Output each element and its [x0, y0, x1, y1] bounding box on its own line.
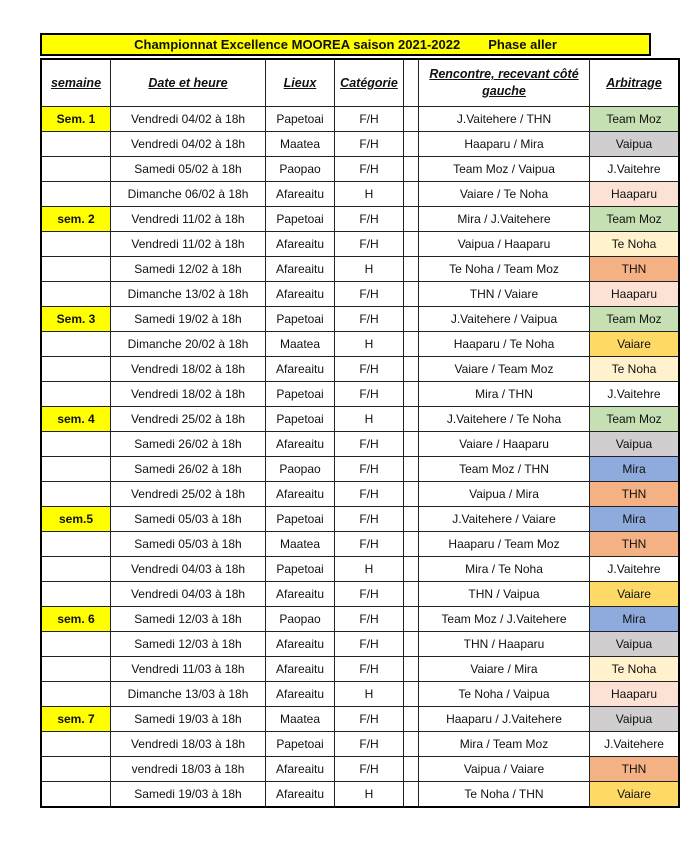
referee-cell: Te Noha: [590, 657, 680, 682]
week-cell: [41, 157, 111, 182]
category-cell: F/H: [335, 207, 404, 232]
venue-cell: Maatea: [266, 332, 335, 357]
header-row: [41, 59, 679, 107]
referee-cell: Mira: [590, 507, 680, 532]
date-cell: Vendredi 11/02 à 18h: [111, 207, 266, 232]
match-cell: Vaipua / Vaiare: [419, 757, 590, 782]
category-cell: F/H: [335, 132, 404, 157]
spacer-cell: [404, 157, 419, 182]
match-cell: J.Vaitehere / THN: [419, 107, 590, 132]
date-cell: Dimanche 13/03 à 18h: [111, 682, 266, 707]
spacer-cell: [404, 407, 419, 432]
date-cell: Vendredi 04/02 à 18h: [111, 107, 266, 132]
table-row: [41, 657, 679, 682]
referee-cell: Mira: [590, 607, 680, 632]
referee-cell: Team Moz: [590, 407, 680, 432]
venue-cell: Maatea: [266, 532, 335, 557]
venue-cell: Papetoai: [266, 307, 335, 332]
venue-cell: Afareaitu: [266, 482, 335, 507]
spacer-cell: [404, 182, 419, 207]
referee-cell: Mira: [590, 457, 680, 482]
referee-cell: THN: [590, 257, 680, 282]
week-cell: [41, 682, 111, 707]
referee-cell: Te Noha: [590, 357, 680, 382]
referee-cell: Haaparu: [590, 182, 680, 207]
date-cell: Samedi 26/02 à 18h: [111, 432, 266, 457]
week-cell: [41, 132, 111, 157]
venue-cell: Afareaitu: [266, 432, 335, 457]
venue-cell: Papetoai: [266, 407, 335, 432]
date-cell: Vendredi 11/02 à 18h: [111, 232, 266, 257]
match-cell: Mira / THN: [419, 382, 590, 407]
week-cell: [41, 332, 111, 357]
venue-cell: Papetoai: [266, 107, 335, 132]
spacer-cell: [404, 357, 419, 382]
header-semaine: semaine: [41, 59, 111, 107]
spacer-cell: [404, 107, 419, 132]
date-cell: Samedi 19/03 à 18h: [111, 782, 266, 808]
venue-cell: Papetoai: [266, 507, 335, 532]
match-cell: Vaiare / Team Moz: [419, 357, 590, 382]
header-spacer: [404, 59, 419, 107]
date-cell: Vendredi 18/02 à 18h: [111, 382, 266, 407]
spacer-cell: [404, 457, 419, 482]
category-cell: F/H: [335, 432, 404, 457]
category-cell: F/H: [335, 532, 404, 557]
category-cell: F/H: [335, 632, 404, 657]
referee-cell: J.Vaitehre: [590, 157, 680, 182]
table-row: [41, 282, 679, 307]
week-cell: [41, 257, 111, 282]
venue-cell: Afareaitu: [266, 582, 335, 607]
category-cell: F/H: [335, 157, 404, 182]
table-row: [41, 357, 679, 382]
spacer-cell: [404, 557, 419, 582]
match-cell: J.Vaitehere / Te Noha: [419, 407, 590, 432]
date-cell: Samedi 12/02 à 18h: [111, 257, 266, 282]
spacer-cell: [404, 257, 419, 282]
week-cell: [41, 357, 111, 382]
referee-cell: Vaipua: [590, 632, 680, 657]
category-cell: F/H: [335, 582, 404, 607]
table-row: [41, 532, 679, 557]
spacer-cell: [404, 332, 419, 357]
week-cell: [41, 282, 111, 307]
table-row: [41, 132, 679, 157]
spacer-cell: [404, 132, 419, 157]
referee-cell: THN: [590, 532, 680, 557]
schedule-table: [40, 58, 680, 808]
date-cell: Vendredi 04/02 à 18h: [111, 132, 266, 157]
week-cell: Sem. 1: [41, 107, 111, 132]
referee-cell: Haaparu: [590, 282, 680, 307]
spacer-cell: [404, 657, 419, 682]
match-cell: Vaipua / Mira: [419, 482, 590, 507]
week-cell: [41, 757, 111, 782]
category-cell: F/H: [335, 357, 404, 382]
venue-cell: Afareaitu: [266, 782, 335, 808]
category-cell: H: [335, 682, 404, 707]
match-cell: Haaparu / J.Vaitehere: [419, 707, 590, 732]
table-row: [41, 432, 679, 457]
week-cell: [41, 532, 111, 557]
referee-cell: THN: [590, 757, 680, 782]
match-cell: Vaiare / Te Noha: [419, 182, 590, 207]
header-categorie: Catégorie: [335, 59, 404, 107]
week-cell: [41, 632, 111, 657]
date-cell: Vendredi 25/02 à 18h: [111, 407, 266, 432]
date-cell: Vendredi 04/03 à 18h: [111, 557, 266, 582]
match-cell: Mira / Te Noha: [419, 557, 590, 582]
category-cell: F/H: [335, 382, 404, 407]
category-cell: F/H: [335, 757, 404, 782]
spacer-cell: [404, 782, 419, 808]
venue-cell: Paopao: [266, 607, 335, 632]
header-rencontre: Rencontre, recevant côté gauche: [419, 59, 590, 107]
category-cell: H: [335, 182, 404, 207]
venue-cell: Maatea: [266, 707, 335, 732]
table-row: [41, 607, 679, 632]
table-row: [41, 482, 679, 507]
table-row: [41, 457, 679, 482]
date-cell: Samedi 19/03 à 18h: [111, 707, 266, 732]
match-cell: Mira / J.Vaitehere: [419, 207, 590, 232]
category-cell: H: [335, 257, 404, 282]
category-cell: F/H: [335, 457, 404, 482]
table-row: [41, 257, 679, 282]
date-cell: Dimanche 20/02 à 18h: [111, 332, 266, 357]
table-row: [41, 557, 679, 582]
week-cell: Sem. 3: [41, 307, 111, 332]
category-cell: H: [335, 332, 404, 357]
spacer-cell: [404, 382, 419, 407]
match-cell: THN / Vaipua: [419, 582, 590, 607]
venue-cell: Papetoai: [266, 557, 335, 582]
date-cell: Vendredi 25/02 à 18h: [111, 482, 266, 507]
category-cell: F/H: [335, 507, 404, 532]
table-row: [41, 182, 679, 207]
spacer-cell: [404, 282, 419, 307]
table-row: [41, 707, 679, 732]
date-cell: Dimanche 13/02 à 18h: [111, 282, 266, 307]
venue-cell: Papetoai: [266, 382, 335, 407]
week-cell: [41, 582, 111, 607]
venue-cell: Afareaitu: [266, 232, 335, 257]
referee-cell: Team Moz: [590, 207, 680, 232]
match-cell: Team Moz / Vaipua: [419, 157, 590, 182]
spacer-cell: [404, 207, 419, 232]
title-bar: [40, 33, 651, 56]
date-cell: Vendredi 04/03 à 18h: [111, 582, 266, 607]
match-cell: Te Noha / THN: [419, 782, 590, 808]
week-cell: sem. 2: [41, 207, 111, 232]
spacer-cell: [404, 682, 419, 707]
week-cell: [41, 232, 111, 257]
schedule-body: [41, 107, 679, 808]
spacer-cell: [404, 232, 419, 257]
category-cell: F/H: [335, 107, 404, 132]
category-cell: F/H: [335, 232, 404, 257]
table-row: [41, 207, 679, 232]
match-cell: Vaiare / Mira: [419, 657, 590, 682]
week-cell: [41, 482, 111, 507]
week-cell: [41, 457, 111, 482]
date-cell: Samedi 12/03 à 18h: [111, 607, 266, 632]
match-cell: Team Moz / J.Vaitehere: [419, 607, 590, 632]
match-cell: Haaparu / Te Noha: [419, 332, 590, 357]
week-cell: sem.5: [41, 507, 111, 532]
match-cell: J.Vaitehere / Vaipua: [419, 307, 590, 332]
venue-cell: Afareaitu: [266, 257, 335, 282]
category-cell: F/H: [335, 307, 404, 332]
venue-cell: Afareaitu: [266, 632, 335, 657]
referee-cell: Team Moz: [590, 307, 680, 332]
referee-cell: Vaipua: [590, 132, 680, 157]
date-cell: Samedi 19/02 à 18h: [111, 307, 266, 332]
match-cell: THN / Vaiare: [419, 282, 590, 307]
spacer-cell: [404, 707, 419, 732]
match-cell: Te Noha / Vaipua: [419, 682, 590, 707]
championship-title: Championnat Excellence MOOREA saison 2021-2022: [134, 37, 461, 52]
spacer-cell: [404, 632, 419, 657]
week-cell: [41, 657, 111, 682]
match-cell: Haaparu / Mira: [419, 132, 590, 157]
week-cell: sem. 4: [41, 407, 111, 432]
match-cell: Team Moz / THN: [419, 457, 590, 482]
header-arbitrage: Arbitrage: [590, 59, 680, 107]
date-cell: Vendredi 18/03 à 18h: [111, 732, 266, 757]
match-cell: J.Vaitehere / Vaiare: [419, 507, 590, 532]
header-date: Date et heure: [111, 59, 266, 107]
referee-cell: J.Vaitehre: [590, 382, 680, 407]
table-row: [41, 682, 679, 707]
referee-cell: THN: [590, 482, 680, 507]
week-cell: [41, 432, 111, 457]
match-cell: Mira / Team Moz: [419, 732, 590, 757]
spacer-cell: [404, 432, 419, 457]
table-row: [41, 157, 679, 182]
spacer-cell: [404, 757, 419, 782]
referee-cell: Vaiare: [590, 782, 680, 808]
header-lieux: Lieux: [266, 59, 335, 107]
table-row: [41, 507, 679, 532]
referee-cell: Vaipua: [590, 707, 680, 732]
referee-cell: Haaparu: [590, 682, 680, 707]
week-cell: [41, 382, 111, 407]
match-cell: Te Noha / Team Moz: [419, 257, 590, 282]
category-cell: F/H: [335, 732, 404, 757]
referee-cell: J.Vaitehere: [590, 732, 680, 757]
match-cell: Vaiare / Haaparu: [419, 432, 590, 457]
category-cell: F/H: [335, 282, 404, 307]
venue-cell: Paopao: [266, 457, 335, 482]
table-row: [41, 332, 679, 357]
referee-cell: Te Noha: [590, 232, 680, 257]
venue-cell: Maatea: [266, 132, 335, 157]
category-cell: F/H: [335, 657, 404, 682]
date-cell: Samedi 05/03 à 18h: [111, 532, 266, 557]
week-cell: [41, 732, 111, 757]
category-cell: H: [335, 407, 404, 432]
week-cell: sem. 6: [41, 607, 111, 632]
date-cell: Vendredi 11/03 à 18h: [111, 657, 266, 682]
spacer-cell: [404, 482, 419, 507]
table-row: [41, 382, 679, 407]
table-row: [41, 232, 679, 257]
category-cell: H: [335, 782, 404, 808]
spacer-cell: [404, 532, 419, 557]
referee-cell: Team Moz: [590, 107, 680, 132]
category-cell: F/H: [335, 607, 404, 632]
venue-cell: Afareaitu: [266, 282, 335, 307]
match-cell: Haaparu / Team Moz: [419, 532, 590, 557]
category-cell: H: [335, 557, 404, 582]
week-cell: [41, 557, 111, 582]
venue-cell: Paopao: [266, 157, 335, 182]
week-cell: sem. 7: [41, 707, 111, 732]
table-row: [41, 582, 679, 607]
venue-cell: Afareaitu: [266, 657, 335, 682]
venue-cell: Afareaitu: [266, 357, 335, 382]
spacer-cell: [404, 607, 419, 632]
venue-cell: Papetoai: [266, 207, 335, 232]
category-cell: F/H: [335, 707, 404, 732]
referee-cell: Vaipua: [590, 432, 680, 457]
date-cell: Samedi 12/03 à 18h: [111, 632, 266, 657]
phase-label: Phase aller: [488, 37, 557, 52]
venue-cell: Afareaitu: [266, 682, 335, 707]
venue-cell: Afareaitu: [266, 757, 335, 782]
spacer-cell: [404, 507, 419, 532]
date-cell: Samedi 26/02 à 18h: [111, 457, 266, 482]
venue-cell: Afareaitu: [266, 182, 335, 207]
category-cell: F/H: [335, 482, 404, 507]
date-cell: Samedi 05/02 à 18h: [111, 157, 266, 182]
table-row: [41, 782, 679, 808]
table-row: [41, 307, 679, 332]
referee-cell: Vaiare: [590, 582, 680, 607]
week-cell: [41, 182, 111, 207]
spacer-cell: [404, 732, 419, 757]
match-cell: Vaipua / Haaparu: [419, 232, 590, 257]
table-row: [41, 407, 679, 432]
date-cell: Vendredi 18/02 à 18h: [111, 357, 266, 382]
table-row: [41, 732, 679, 757]
date-cell: Dimanche 06/02 à 18h: [111, 182, 266, 207]
spacer-cell: [404, 582, 419, 607]
table-row: [41, 757, 679, 782]
venue-cell: Papetoai: [266, 732, 335, 757]
table-row: [41, 107, 679, 132]
date-cell: vendredi 18/03 à 18h: [111, 757, 266, 782]
match-cell: THN / Haaparu: [419, 632, 590, 657]
week-cell: [41, 782, 111, 808]
spacer-cell: [404, 307, 419, 332]
date-cell: Samedi 05/03 à 18h: [111, 507, 266, 532]
table-row: [41, 632, 679, 657]
referee-cell: J.Vaitehre: [590, 557, 680, 582]
referee-cell: Vaiare: [590, 332, 680, 357]
